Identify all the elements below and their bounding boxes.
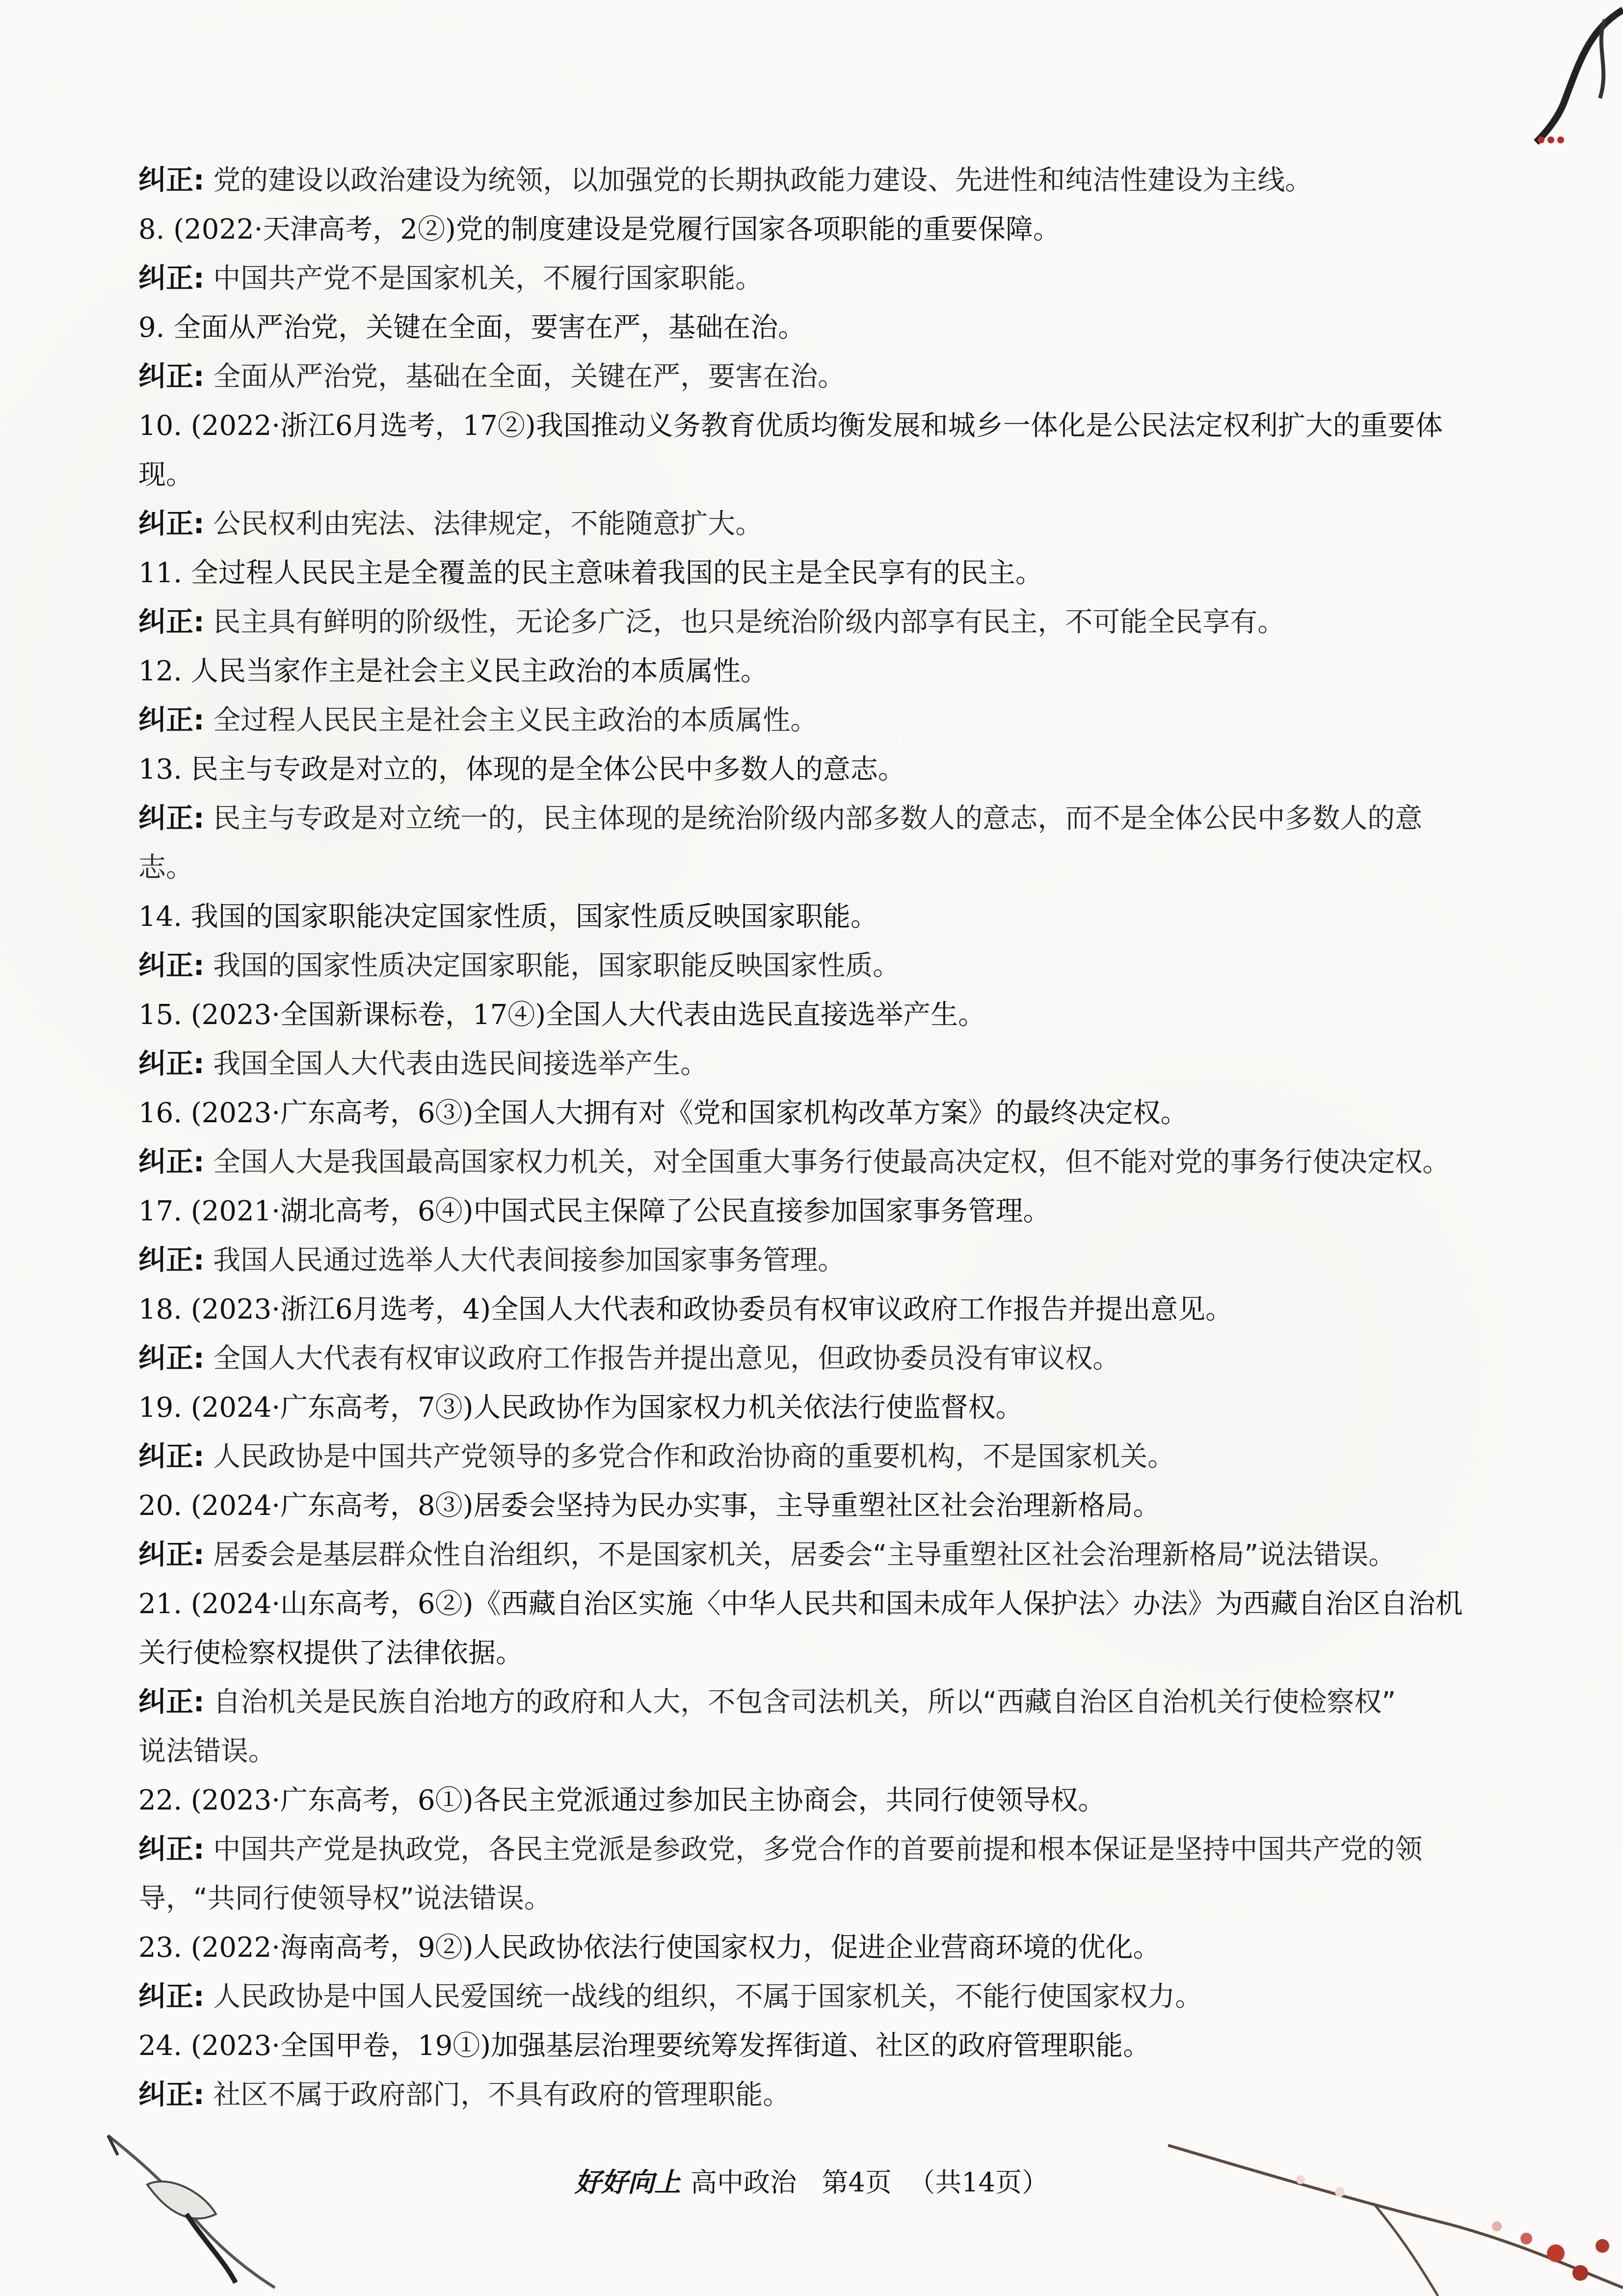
line-text: 9. 全面从严治党，关键在全面，要害在严，基础在治。 (138, 312, 806, 344)
correction-prefix: 纠正: (138, 803, 205, 835)
correction-line (138, 1432, 1493, 1482)
footer-total-pages: （共14页） (908, 2167, 1048, 2198)
correction-line (138, 1825, 1493, 1874)
correction-prefix: 纠正: (138, 508, 205, 540)
correction-prefix: 纠正: (138, 1441, 205, 1473)
correction-line (138, 1531, 1493, 1580)
footer-subject: 高中政治 (691, 2167, 797, 2198)
statement-line (138, 1482, 1493, 1531)
correction-prefix: 纠正: (138, 950, 205, 982)
correction-line (138, 254, 1493, 303)
correction-line (138, 1334, 1493, 1383)
correction-line (138, 1727, 1493, 1776)
footer-brand: 好好向上 (575, 2166, 681, 2198)
line-text: 13. 民主与专政是对立的，体现的是全体公民中多数人的意志。 (138, 754, 905, 785)
correction-line (138, 1972, 1493, 2022)
statement-line (138, 1776, 1493, 1825)
line-text: 19. (2024·广东高考，7③)人民政协作为国家权力机关依法行使监督权。 (138, 1392, 1023, 1424)
line-text: 24. (2023·全国甲卷，19①)加强基层治理要统筹发挥街道、社区的政府管理职能。 (138, 2030, 1151, 2062)
line-text: 中国共产党不是国家机关，不履行国家职能。 (213, 263, 763, 295)
line-text: 关行使检察权提供了法律依据。 (138, 1637, 523, 1669)
document-body (138, 156, 1493, 2120)
correction-prefix: 纠正: (138, 1834, 205, 1865)
correction-line (138, 1040, 1493, 1089)
statement-line (138, 745, 1493, 794)
correction-prefix: 纠正: (138, 704, 205, 736)
correction-prefix: 纠正: (138, 606, 205, 638)
correction-line (138, 2071, 1493, 2120)
correction-prefix: 纠正: (138, 2079, 205, 2111)
line-text: 15. (2023·全国新课标卷，17④)全国人大代表由选民直接选举产生。 (138, 999, 986, 1031)
line-text: 14. 我国的国家职能决定国家性质，国家性质反映国家职能。 (138, 901, 878, 933)
statement-line (138, 402, 1493, 451)
line-text: 现。 (138, 459, 193, 491)
line-text: 全过程人民民主是社会主义民主政治的本质属性。 (213, 704, 818, 736)
line-text: 人民政协是中国人民爱国统一战线的组织，不属于国家机关，不能行使国家权力。 (213, 1981, 1203, 2013)
line-text: 我国的国家性质决定国家职能，国家职能反映国家性质。 (213, 950, 901, 982)
correction-prefix: 纠正: (138, 1343, 205, 1375)
statement-line (138, 1629, 1493, 1678)
statement-line (138, 1383, 1493, 1432)
line-text: 中国共产党是执政党，各民主党派是参政党，多党合作的首要前提和根本保证是坚持中国共产党的领 (213, 1834, 1423, 1865)
line-text: 公民权利由宪法、法律规定，不能随意扩大。 (213, 508, 763, 540)
correction-prefix: 纠正: (138, 1146, 205, 1178)
correction-line (138, 1874, 1493, 1923)
statement-line (138, 1580, 1493, 1629)
line-text: 自治机关是民族自治地方的政府和人大，不包含司法机关，所以“西藏自治区自治机关行使检察权” (213, 1686, 1396, 1718)
line-text: 党的建设以政治建设为统领，以加强党的长期执政能力建设、先进性和纯洁性建设为主线。 (213, 164, 1313, 196)
plum-blossom-decoration-icon (1153, 2126, 1623, 2296)
line-text: 8. (2022·天津高考，2②)党的制度建设是党履行国家各项职能的重要保障。 (138, 214, 1061, 245)
line-text: 我国全国人大代表由选民间接选举产生。 (213, 1048, 708, 1080)
statement-line (138, 451, 1493, 500)
line-text: 导，“共同行使领导权”说法错误。 (138, 1883, 552, 1915)
correction-prefix: 纠正: (138, 1048, 205, 1080)
line-text: 12. 人民当家作主是社会主义民主政治的本质属性。 (138, 655, 768, 687)
statement-line (138, 892, 1493, 942)
correction-line (138, 156, 1493, 205)
branch-decoration-icon (1492, 0, 1623, 162)
page-footer (0, 2162, 1623, 2202)
line-text: 志。 (138, 852, 193, 884)
correction-line (138, 1678, 1493, 1727)
statement-line (138, 1187, 1493, 1236)
statement-line (138, 2022, 1493, 2071)
statement-line (138, 647, 1493, 696)
line-text: 社区不属于政府部门，不具有政府的管理职能。 (213, 2079, 791, 2111)
line-text: 17. (2021·湖北高考，6④)中国式民主保障了公民直接参加国家事务管理。 (138, 1195, 1051, 1227)
line-text: 全国人大是我国最高国家权力机关，对全国重大事务行使最高决定权，但不能对党的事务行使决定权。 (213, 1146, 1450, 1178)
line-text: 全面从严治党，基础在全面，关键在严，要害在治。 (213, 361, 846, 393)
correction-line (138, 843, 1493, 892)
correction-prefix: 纠正: (138, 1539, 205, 1571)
line-text: 16. (2023·广东高考，6③)全国人大拥有对《党和国家机构改革方案》的最终决定权。 (138, 1097, 1188, 1129)
correction-prefix: 纠正: (138, 1981, 205, 2013)
line-text: 22. (2023·广东高考，6①)各民主党派通过参加民主协商会，共同行使领导权。 (138, 1784, 1106, 1816)
statement-line (138, 1285, 1493, 1334)
correction-prefix: 纠正: (138, 1244, 205, 1276)
correction-prefix: 纠正: (138, 263, 205, 295)
footer-page-number: 第4页 (822, 2167, 892, 2198)
correction-line (138, 352, 1493, 402)
correction-line (138, 1236, 1493, 1285)
correction-line (138, 794, 1493, 843)
line-text: 11. 全过程人民民主是全覆盖的民主意味着我国的民主是全民享有的民主。 (138, 557, 1043, 589)
line-text: 18. (2023·浙江6月选考，4)全国人大代表和政协委员有权审议政府工作报告并提出意见。 (138, 1294, 1233, 1325)
line-text: 20. (2024·广东高考，8③)居委会坚持为民办实事，主导重塑社区社会治理新格局。 (138, 1490, 1161, 1522)
line-text: 23. (2022·海南高考，9②)人民政协依法行使国家权力，促进企业营商环境的优化。 (138, 1932, 1161, 1964)
line-text: 10. (2022·浙江6月选考，17②)我国推动义务教育优质均衡发展和城乡一体化是公民法定权利扩大的重要体 (138, 410, 1443, 442)
statement-line (138, 1089, 1493, 1138)
line-text: 民主具有鲜明的阶级性，无论多广泛，也只是统治阶级内部享有民主，不可能全民享有。 (213, 606, 1285, 638)
statement-line (138, 205, 1493, 254)
line-text: 21. (2024·山东高考，6②)《西藏自治区实施〈中华人民共和国未成年人保护法〉办法》为西藏自治区自治机 (138, 1588, 1463, 1620)
correction-prefix: 纠正: (138, 164, 205, 196)
correction-line (138, 598, 1493, 647)
line-text: 我国人民通过选举人大代表间接参加国家事务管理。 (213, 1244, 846, 1276)
statement-line (138, 303, 1493, 352)
crane-decoration-icon (88, 2126, 294, 2296)
correction-line (138, 942, 1493, 991)
correction-prefix: 纠正: (138, 361, 205, 393)
line-text: 民主与专政是对立统一的，民主体现的是统治阶级内部多数人的意志，而不是全体公民中多数人的意 (213, 803, 1423, 835)
line-text: 说法错误。 (138, 1735, 276, 1767)
line-text: 居委会是基层群众性自治组织，不是国家机关，居委会“主导重塑社区社会治理新格局”说法错误。 (213, 1539, 1396, 1571)
correction-line (138, 500, 1493, 549)
line-text: 全国人大代表有权审议政府工作报告并提出意见，但政协委员没有审议权。 (213, 1343, 1120, 1375)
correction-line (138, 696, 1493, 745)
statement-line (138, 991, 1493, 1040)
correction-prefix: 纠正: (138, 1686, 205, 1718)
statement-line (138, 549, 1493, 598)
statement-line (138, 1923, 1493, 1972)
correction-line (138, 1138, 1493, 1187)
line-text: 人民政协是中国共产党领导的多党合作和政治协商的重要机构，不是国家机关。 (213, 1441, 1175, 1473)
